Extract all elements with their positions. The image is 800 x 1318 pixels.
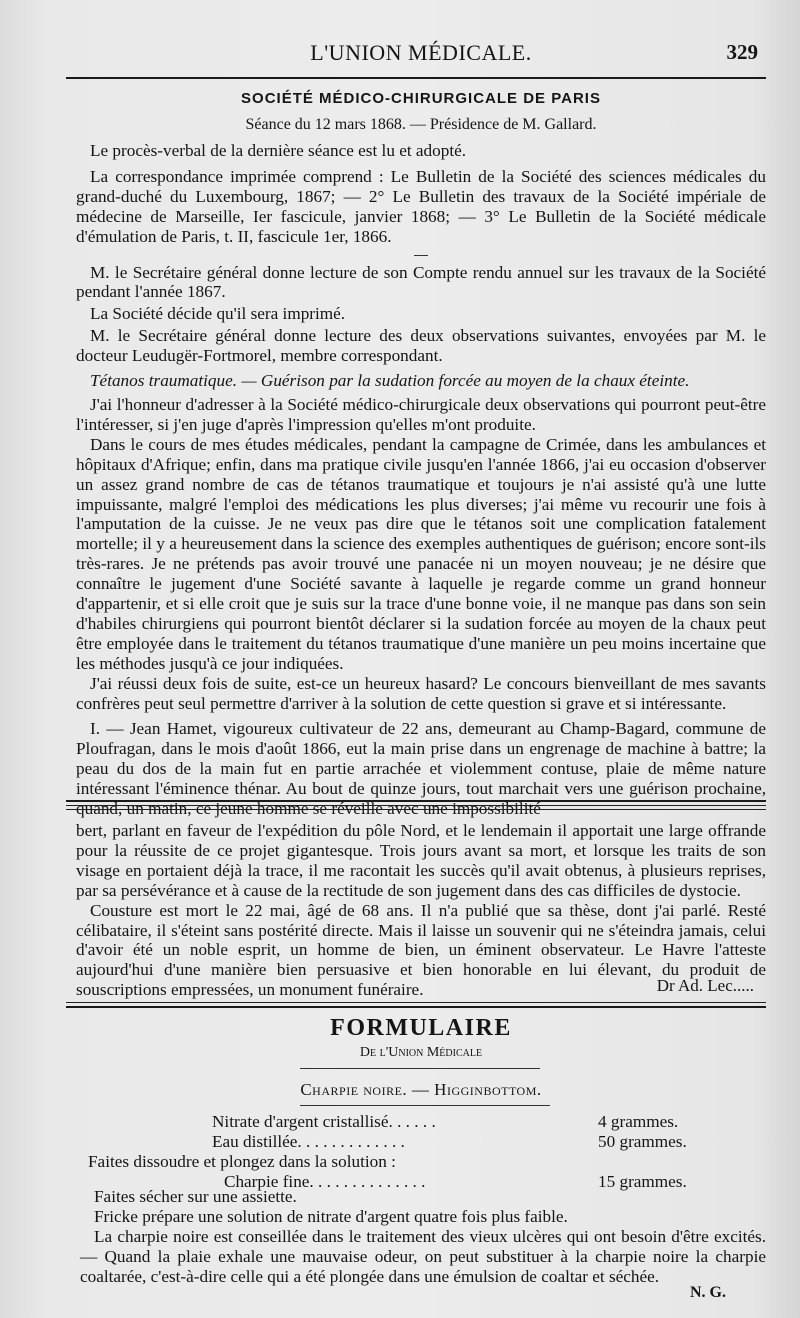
- observations-intro-paragraph: M. le Secrétaire général donne lecture des deux observations suivantes, envoyées par M. le docteur Leudugër-Fortmorel, membre correspondant.: [76, 326, 766, 366]
- running-title: L'UNION MÉDICALE.: [310, 40, 532, 65]
- recipe-body: [88, 1112, 758, 1192]
- society-title: SOCIÉTÉ MÉDICO-CHIRURGICALE DE PARIS: [241, 90, 601, 107]
- ingredient-row: [88, 1112, 758, 1132]
- ingredient-quantity: 4 grammes.: [598, 1112, 679, 1131]
- session-line: Séance du 12 mars 1868. — Présidence de M. Gallard.: [245, 116, 597, 133]
- case-one-paragraph: I. — Jean Hamet, vigoureux cultivateur de 22 ans, demeurant au Champ-Bagard, commune de Ploufragan, dans le mois d'août 1866, eut la main prise dans un engrenage de machine à battre; la peau du dos de la main fut en partie arrachée et violemment contuse, plaie de même nature intéressant l'éminence thénar. Au bout de quinze jours, tout marchait vers une guérison prochaine, quand, un matin, ce jeune homme se réveille avec une impossibilité: [76, 719, 766, 819]
- ingredient-label: Eau distillée. . . . . . . . . . . . .: [212, 1131, 405, 1151]
- recipe-title: Charpie noire. — Higginbottom.: [300, 1080, 542, 1099]
- printing-decision-paragraph: La Société décide qu'il sera imprimé.: [90, 304, 346, 324]
- instruction-usage: La charpie noire est conseillée dans le traitement des vieux ulcères qui ont besoin d'être excités. — Quand la plaie exhale une mauvaise odeur, on peut substituer à la charpie noire la charpie coaltarée, c'est-à-dire celle qui a été plongée dans une émulsion de coaltar et séchée.: [80, 1226, 766, 1286]
- society-body: [76, 141, 766, 819]
- subtitle-rule: [300, 1068, 540, 1069]
- obituary-paragraph-1: bert, parlant en faveur de l'expédition du pôle Nord, et le lendemain il apportait une large offrande pour la réussite de ce projet gigantesque. Trois jours avant sa mort, et lorsque les traits de son visage en portaient déjà la trace, il me racontait les succès qu'il avait obtenus, à plusieurs reprises, par sa persévérance et à cause de la rectitude de son jugement dans des cas difficiles de dystocie.: [76, 821, 766, 900]
- formulaire-rule: [66, 1002, 766, 1008]
- formulaire-subtitle: De l'Union Médicale: [359, 1045, 483, 1060]
- minutes-paragraph: Le procès-verbal de la dernière séance est lu et adopté.: [90, 141, 467, 160]
- obituary-continuation: [76, 821, 766, 1000]
- case-title: Tétanos traumatique. — Guérison par la sudation forcée au moyen de la chaux éteinte.: [90, 371, 690, 391]
- instruction-fricke: Fricke prépare une solution de nitrate d'argent quatre fois plus faible.: [94, 1206, 568, 1226]
- ingredient-label: Nitrate d'argent cristallisé. . . . . .: [212, 1112, 436, 1131]
- observation-paragraph-3: J'ai réussi deux fois de suite, est-ce un heureux hasard? Le concours bienveillant de mes savants confrères peut seul permettre d'arriver à la solution de cette question si grave et si intéressante.: [76, 673, 766, 713]
- ingredient-row: [88, 1132, 758, 1152]
- feuilleton-rule: [66, 800, 766, 810]
- formulaire-initials: N. G.: [690, 1284, 726, 1301]
- observation-paragraph-2: Dans le cours de mes études médicales, pendant la campagne de Crimée, dans les ambulances et hôpitaux d'Afrique; enfin, dans ma pratique civile jusqu'en l'année 1866, j'ai eu occasion d'observer un assez grand nombre de cas de tétanos traumatique et toujours je n'ai assisté qu'à une lutte impuissante, malgré l'emploi des médications les plus diverses; j'ai même vu recourir une fois à l'amputation de la cuisse. Je ne veux pas dire que le tétanos soit une complication fatalement mortelle; il y a heureusement dans la science des exemples authentiques de guérison; encore sont-ils très-rares. Je ne prétends pas avoir trouvé une panacée ni un moyen nouveau; je ne désire que connaître le jugement d'une Société savante à laquelle je regarde comme un grand honneur d'appartenir, et si elle croit que je suis sur la trace d'une bonne voie, il ne manque pas dans son sein d'habiles chirurgiens qui pourront bientôt déclarer si la sudation forcée au moyen de la chaux peut être employée dans le traitement du tétanos traumatique d'une manière un peu moins incertaine que les méthodes jusqu'à ce jour indiquées.: [76, 434, 766, 673]
- formulaire-title: FORMULAIRE: [330, 1015, 512, 1041]
- secretary-report-paragraph: M. le Secrétaire général donne lecture de son Compte rendu annuel sur les travaux de la Société pendant l'année 1867.: [76, 262, 766, 302]
- instruction-dry: Faites sécher sur une assiette.: [94, 1187, 297, 1206]
- correspondence-paragraph: La correspondance imprimée comprend : Le Bulletin de la Société des sciences médicales du grand-duché du Luxembourg, 1867; — 2° Le Bulletin des travaux de la Société impériale de médecine de Marseille, Ier fascicule, janvier 1868; — 3° Le Bulletin de la Société médicale d'émulation de Paris, t. II, fascicule 1er, 1866.: [76, 166, 766, 246]
- header-rule: [66, 77, 766, 79]
- ingredient-quantity: 15 grammes.: [598, 1171, 687, 1191]
- obituary-signature: Dr Ad. Lec.....: [656, 976, 754, 995]
- recipe-notes: [80, 1187, 766, 1287]
- obituary-paragraph-2: Cousture est mort le 22 mai, âgé de 68 ans. Il n'a publié que sa thèse, dont j'ai parlé. Resté célibataire, il s'éteint sans postérité directe. Mais il laisse un souvenir qui ne s'éteindra jamais, celui d'avoir été un noble esprit, un homme de bien, un éminent observateur. Le Havre l'atteste aujourd'hui d'une manière bien persuasive et bien honorable en lui élevant, du produit de souscriptions empressées, un monument funéraire.: [76, 900, 766, 1000]
- recipe-title-rule: [300, 1105, 550, 1106]
- running-header: [76, 40, 766, 68]
- ingredient-quantity: 50 grammes.: [598, 1131, 687, 1151]
- page-number: 329: [726, 40, 758, 64]
- instruction-dissolve: Faites dissoudre et plongez dans la solution :: [88, 1151, 396, 1171]
- ingredient-label: Charpie fine. . . . . . . . . . . . . .: [224, 1171, 426, 1191]
- observation-paragraph-1: J'ai l'honneur d'adresser à la Société médico-chirurgicale deux observations qui pourront peut-être l'intéresser, si j'en juge d'après l'impression qu'elles m'ont produite.: [76, 394, 766, 434]
- short-divider: [414, 255, 428, 256]
